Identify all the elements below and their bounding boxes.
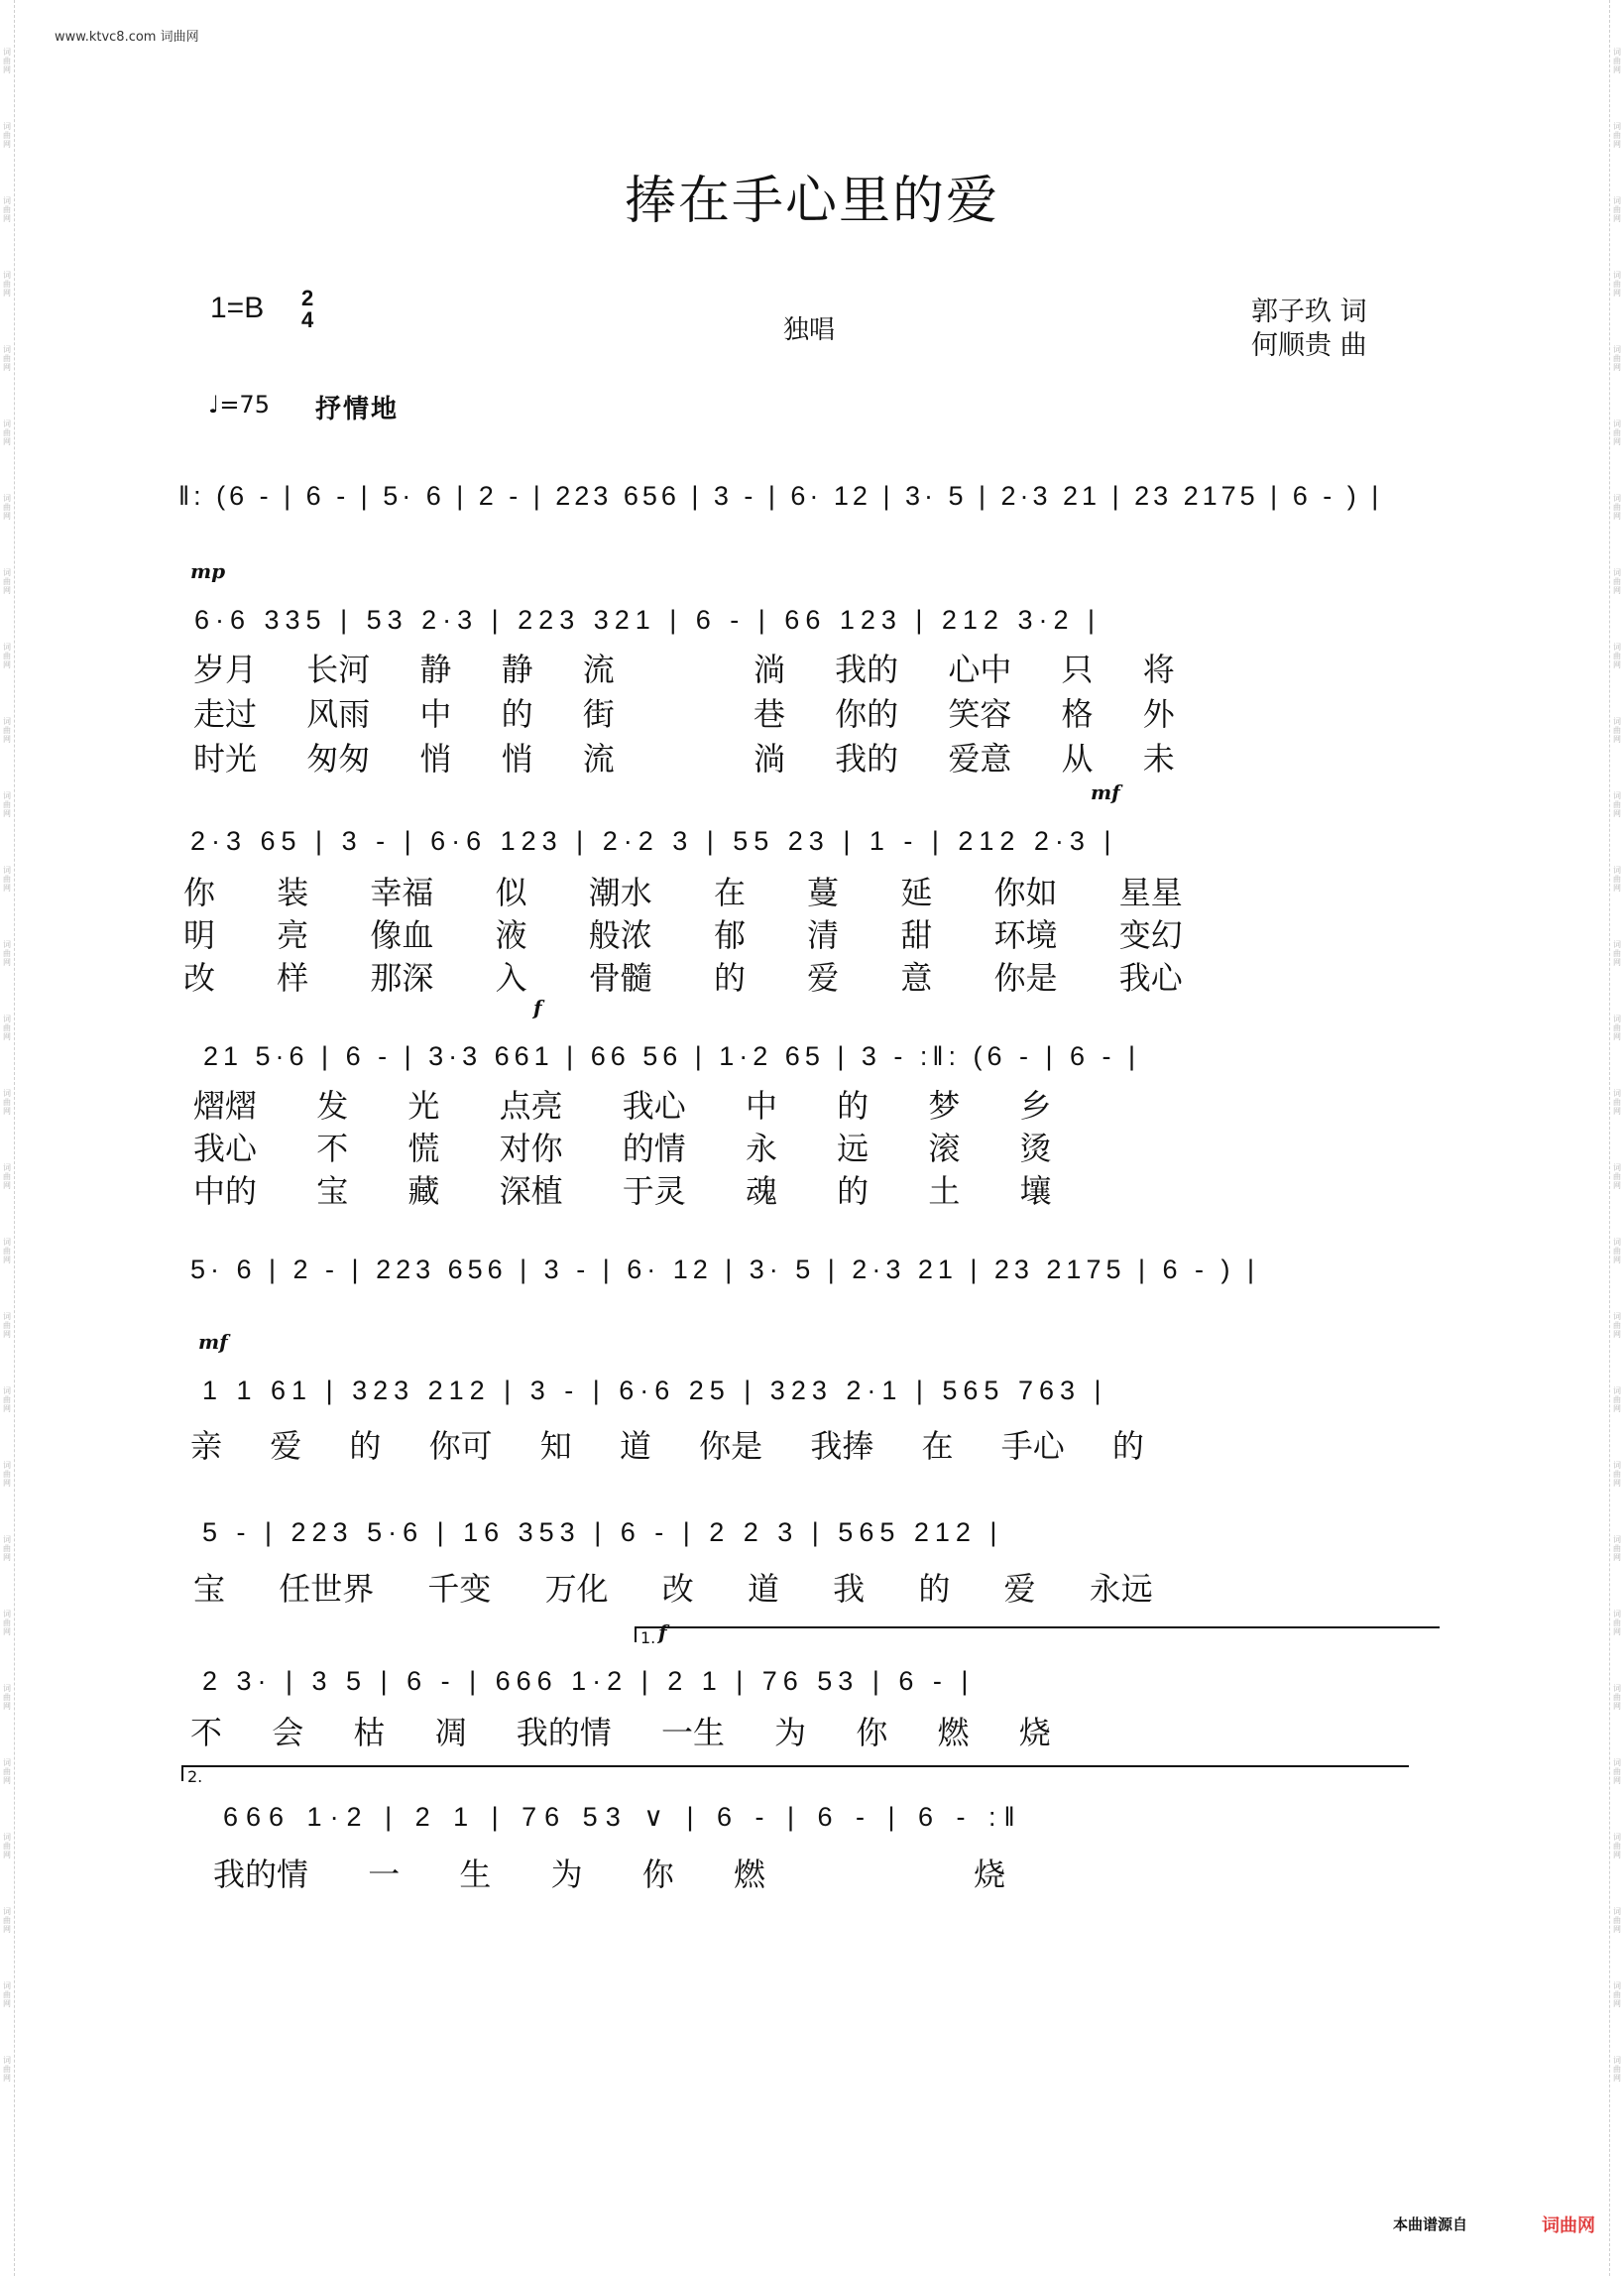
- watermark-text: 词曲网: [1613, 1089, 1621, 1116]
- watermark-text: 词曲网: [1613, 1015, 1621, 1041]
- watermark-text: 词曲网: [3, 494, 11, 521]
- score-row-intro: [0, 481, 1624, 540]
- lyric-line: 熠熠 发 光 点亮 我心 中 的 梦 乡: [193, 1087, 1052, 1125]
- lyricist: 郭子玖 词: [1251, 297, 1367, 327]
- row-notes: 1 1 61 | 323 212 | 3 - | 6·6 25 | 323 2·1 | 565 763 |: [202, 1376, 1107, 1405]
- score-row-4: [0, 1255, 1624, 1314]
- watermark-text: 词曲网: [1613, 2056, 1621, 2083]
- lyric-line: 我的情 一 生 为 你 燃 烧: [213, 1856, 1006, 1893]
- site-header: www.ktvc8.com 词曲网: [55, 30, 199, 45]
- watermark-text: 词曲网: [1613, 568, 1621, 595]
- page-title: 捧在手心里的爱: [624, 172, 999, 231]
- watermark-text: 词曲网: [1613, 940, 1621, 967]
- left-watermark-strip: [0, 0, 15, 2276]
- watermark-text: 词曲网: [1613, 866, 1621, 893]
- dynamic-mark: f: [658, 1620, 667, 1644]
- lyric-line: 走过 风雨 中 的 街 巷 你的 笑容 格 外: [193, 695, 1175, 733]
- watermark-text: 词曲网: [3, 568, 11, 595]
- watermark-text: 词曲网: [1613, 643, 1621, 669]
- watermark-text: 词曲网: [3, 1833, 11, 1859]
- watermark-text: 词曲网: [3, 1610, 11, 1636]
- row-notes: 21 5·6 | 6 - | 3·3 661 | 66 56 | 1·2 65 | 3 - :‖: (6 - | 6 - |: [203, 1041, 1141, 1071]
- watermark-text: 词曲网: [3, 1015, 11, 1041]
- watermark-text: 词曲网: [1613, 196, 1621, 223]
- lyric-line: 亲 爱 的 你可 知 道 你是 我捧 在 手心 的: [190, 1427, 1144, 1465]
- dynamic-mark: mp: [190, 559, 226, 583]
- watermark-text: 词曲网: [1613, 717, 1621, 744]
- lyric-line: 明 亮 像血 液 般浓 郁 清 甜 环境 变幻: [183, 916, 1183, 954]
- time-signature-top: 2: [301, 286, 314, 310]
- watermark-text: 词曲网: [3, 196, 11, 223]
- watermark-text: 词曲网: [3, 2056, 11, 2083]
- row-notes: 2·3 65 | 3 - | 6·6 123 | 2·2 3 | 55 23 | 1 - | 212 2·3 |: [190, 826, 1117, 856]
- watermark-text: 词曲网: [1613, 122, 1621, 149]
- watermark-text: 词曲网: [3, 1758, 11, 1785]
- lyric-line: 时光 匆匆 悄 悄 流 淌 我的 爱意 从 未: [193, 740, 1175, 778]
- watermark-text: 词曲网: [3, 1981, 11, 2008]
- watermark-text: 词曲网: [1613, 1907, 1621, 1934]
- dynamic-mark: mf: [1091, 780, 1120, 804]
- watermark-text: 词曲网: [1613, 494, 1621, 521]
- watermark-text: 词曲网: [3, 717, 11, 744]
- row-notes: 2 3· | 3 5 | 6 - | 666 1·2 | 2 1 | 76 53 | 6 - |: [202, 1666, 975, 1696]
- watermark-text: 词曲网: [1613, 1386, 1621, 1413]
- volta-bracket-second: 2.: [181, 1765, 1409, 1781]
- key-signature: 1=B: [210, 292, 265, 324]
- watermark-text: 词曲网: [3, 419, 11, 446]
- watermark-text: 词曲网: [3, 940, 11, 967]
- expression-marking: 抒情地: [315, 395, 400, 424]
- row-notes: ‖: (6 - | 6 - | 5· 6 | 2 - | 223 656 | 3 - | 6· 12 | 3· 5 | 2·3 21 | 23 2175 | 6 - ) |: [178, 481, 1383, 511]
- watermark-text: 词曲网: [1613, 1238, 1621, 1264]
- dynamic-mark: mf: [198, 1330, 228, 1354]
- watermark-text: 词曲网: [3, 271, 11, 298]
- row-notes: 5 - | 223 5·6 | 16 353 | 6 - | 2 2 3 | 565 212 |: [202, 1517, 1003, 1547]
- watermark-text: 词曲网: [1613, 1312, 1621, 1339]
- watermark-text: 词曲网: [1613, 1684, 1621, 1711]
- right-watermark-strip: [1609, 0, 1624, 2276]
- watermark-text: 词曲网: [3, 1163, 11, 1190]
- watermark-text: 词曲网: [1613, 271, 1621, 298]
- time-signature: [301, 288, 313, 331]
- composer: 何顺贵 曲: [1251, 330, 1367, 361]
- watermark-text: 词曲网: [1613, 1163, 1621, 1190]
- lyric-line: 宝 任世界 千变 万化 改 道 我 的 爱 永远: [193, 1570, 1153, 1608]
- watermark-text: 词曲网: [1613, 1758, 1621, 1785]
- watermark-text: 词曲网: [3, 1238, 11, 1264]
- tempo-marking: ♩=75: [208, 391, 270, 419]
- watermark-text: 词曲网: [1613, 791, 1621, 818]
- row-notes: 666 1·2 | 2 1 | 76 53 ∨ | 6 - | 6 - | 6 - :‖: [223, 1802, 1023, 1832]
- credits: [1251, 296, 1367, 363]
- watermark-text: 词曲网: [3, 122, 11, 149]
- lyric-line: 改 样 那深 入 骨髓 的 爱 意 你是 我心: [183, 959, 1183, 997]
- watermark-text: 词曲网: [3, 643, 11, 669]
- dynamic-mark: f: [533, 996, 542, 1019]
- watermark-text: 词曲网: [3, 1089, 11, 1116]
- volta-bracket-first: 1.: [635, 1626, 1440, 1642]
- watermark-text: 词曲网: [1613, 48, 1621, 74]
- watermark-text: 词曲网: [1613, 419, 1621, 446]
- watermark-text: 词曲网: [3, 1312, 11, 1339]
- lyric-line: 我心 不 慌 对你 的情 永 远 滚 烫: [193, 1130, 1052, 1167]
- watermark-text: 词曲网: [3, 48, 11, 74]
- watermark-text: 词曲网: [1613, 1610, 1621, 1636]
- watermark-text: 词曲网: [3, 1461, 11, 1488]
- row-notes: 6·6 335 | 53 2·3 | 223 321 | 6 - | 66 123 | 212 3·2 |: [194, 605, 1101, 635]
- footer-logo[interactable]: 词曲网: [1542, 2216, 1595, 2236]
- performance-type: 独唱: [783, 315, 836, 345]
- row-notes: 5· 6 | 2 - | 223 656 | 3 - | 6· 12 | 3· 5 | 2·3 21 | 23 2175 | 6 - ) |: [190, 1255, 1260, 1284]
- watermark-text: 词曲网: [3, 866, 11, 893]
- watermark-text: 词曲网: [1613, 345, 1621, 372]
- watermark-text: 词曲网: [1613, 1461, 1621, 1488]
- lyric-line: 不 会 枯 凋 我的情 一生 为 你 燃 烧: [190, 1714, 1051, 1751]
- time-signature-bottom: 4: [301, 307, 314, 332]
- footer-source: 本曲谱源自: [1393, 2216, 1468, 2233]
- watermark-text: 词曲网: [1613, 1833, 1621, 1859]
- watermark-text: 词曲网: [3, 1535, 11, 1562]
- watermark-text: 词曲网: [3, 1684, 11, 1711]
- lyric-line: 你 装 幸福 似 潮水 在 蔓 延 你如 星星: [183, 874, 1183, 911]
- lyric-line: 岁月 长河 静 静 流 淌 我的 心中 只 将: [193, 651, 1175, 688]
- watermark-text: 词曲网: [3, 791, 11, 818]
- watermark-text: 词曲网: [3, 1386, 11, 1413]
- lyric-line: 中的 宝 藏 深植 于灵 魂 的 土 壤: [193, 1172, 1052, 1210]
- watermark-text: 词曲网: [3, 1907, 11, 1934]
- watermark-text: 词曲网: [3, 345, 11, 372]
- watermark-text: 词曲网: [1613, 1981, 1621, 2008]
- watermark-text: 词曲网: [1613, 1535, 1621, 1562]
